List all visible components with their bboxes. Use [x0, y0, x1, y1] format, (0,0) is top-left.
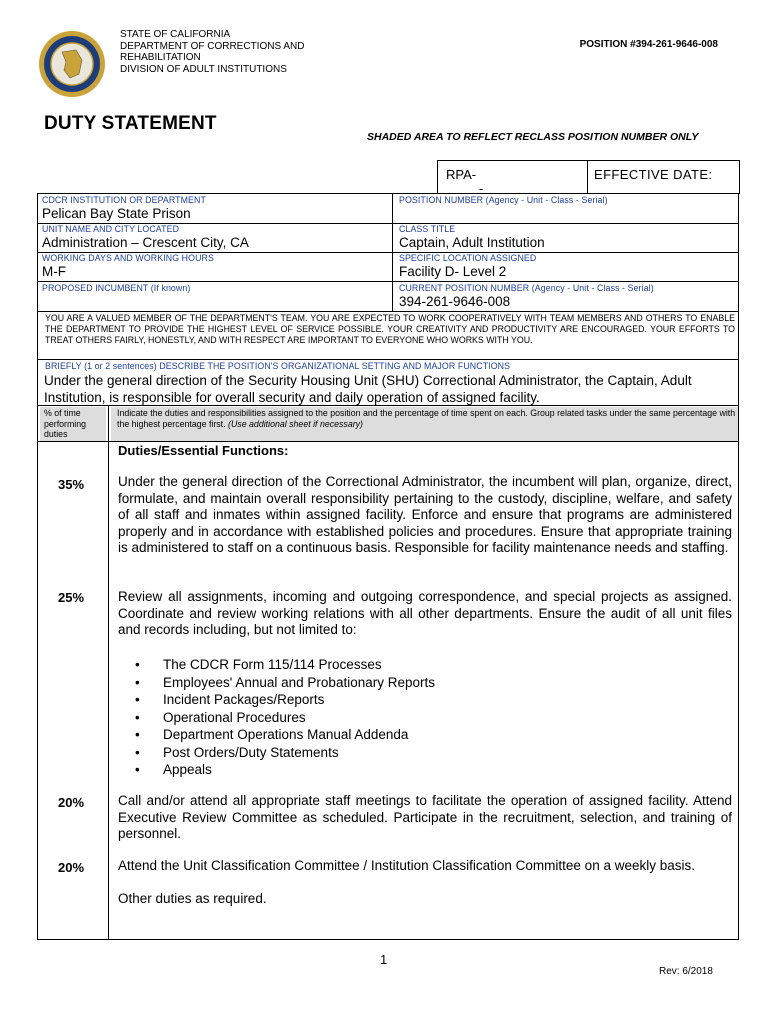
current-position-value: 394-261-9646-008	[399, 294, 511, 309]
class-title-label: CLASS TITLE	[399, 224, 456, 234]
class-title-value: Captain, Adult Institution	[399, 235, 545, 250]
duty-text: Under the general direction of the Correctional Administrator, the incumbent will plan, organize, direct, formulate, and maintain overall responsibility pertaining to the custody, discipline, welfare, and safety of all staff and inmates within assigned facility. Enforce and ensure that programs are administered properly and in accordance with established policies and procedures. Ensure that appropriate training is administered to staff on a continuous basis. Responsible for facility maintenance needs and staffing.	[118, 474, 732, 555]
duty-percent: 35%	[58, 477, 85, 492]
page-title: DUTY STATEMENT	[44, 113, 217, 134]
unit-value: Administration – Crescent City, CA	[42, 235, 249, 250]
shaded-area-note: SHADED AREA TO REFLECT RECLASS POSITION NUMBER ONLY	[367, 131, 699, 143]
institution-value: Pelican Bay State Prison	[42, 206, 191, 221]
list-item: • Operational Procedures	[135, 709, 435, 727]
cdcr-seal-logo	[38, 30, 106, 98]
page-number: 1	[380, 952, 388, 967]
intro-statement: YOU ARE A VALUED MEMBER OF THE DEPARTMENT'S TEAM. YOU ARE EXPECTED TO WORK COOPERATIVELY WITH TEAM MEMBERS AND OTHERS TO ENABLE THE DEPARTMENT TO PROVIDE THE HIGHEST LEVEL OF SERVICE POSSIBLE. YOUR CREATIVITY AND PRODUCTIVITY ARE ENCOURAGED. YOUR EFFORTS TO TREAT OTHERS FAIRLY, HONESTLY, AND WITH RESPECT ARE IMPORTANT TO EVERYONE WHO WORKS WITH YOU.	[45, 313, 735, 346]
position-number-label: POSITION NUMBER (Agency - Unit - Class - Serial)	[399, 195, 608, 205]
position-number-header: POSITION #394-261-9646-008	[579, 39, 718, 50]
list-item: • Incident Packages/Reports	[135, 691, 435, 709]
location-value: Facility D- Level 2	[399, 264, 507, 279]
location-label: SPECIFIC LOCATION ASSIGNED	[399, 253, 537, 263]
instructions-text: Indicate the duties and responsibilities assigned to the position and the percentage of time spent on each. Group related tasks under the same percentage with the highest percentage first.	[117, 408, 736, 429]
org-setting-text: Under the general direction of the Security Housing Unit (SHU) Correctional Administrator, the Captain, Adult Institution, is responsible for overall security and daily operation of assigned facility.	[44, 373, 692, 405]
revision-date: Rev: 6/2018	[659, 966, 713, 977]
list-item: • Department Operations Manual Addenda	[135, 726, 435, 744]
row-divider	[37, 359, 739, 360]
agency-block	[120, 29, 304, 75]
duty-text: Call and/or attend all appropriate staff meetings to facilitate the operation of assigned facility. Attend Executive Review Committee as scheduled. Participate in the recruitment, selection, and training of personnel.	[118, 793, 732, 841]
current-position-label: CURRENT POSITION NUMBER (Agency - Unit - Class - Serial)	[399, 283, 654, 293]
row-divider	[37, 441, 739, 442]
unit-label: UNIT NAME AND CITY LOCATED	[42, 224, 180, 234]
duty-percent: 20%	[58, 860, 85, 875]
agency-line: STATE OF CALIFORNIA	[120, 29, 231, 40]
other-duties-text: Other duties as required.	[118, 891, 267, 906]
agency-line: DEPARTMENT OF CORRECTIONS AND	[120, 40, 305, 52]
list-item: • Post Orders/Duty Statements	[135, 744, 435, 762]
row-divider	[37, 311, 739, 312]
incumbent-label: PROPOSED INCUMBENT (If known)	[42, 283, 191, 293]
duties-heading: Duties/Essential Functions:	[118, 443, 289, 458]
column-divider	[108, 405, 109, 940]
rpa-label: RPA-	[446, 167, 477, 182]
duty-percent: 20%	[58, 795, 85, 810]
effective-date-label: EFFECTIVE DATE:	[594, 167, 713, 182]
instructions-header	[111, 407, 738, 441]
rpa-dash: -	[479, 181, 484, 196]
list-item: • Employees' Annual and Probationary Reports	[135, 674, 435, 692]
divider	[587, 160, 588, 194]
agency-line: DIVISION OF ADULT INSTITUTIONS	[120, 63, 287, 75]
percent-column-header: % of time performing duties	[40, 407, 106, 441]
working-days-label: WORKING DAYS AND WORKING HOURS	[42, 253, 214, 263]
duty-text: Review all assignments, incoming and outgoing correspondence, and special projects as assigned. Coordinate and review working relations with all other departments. Ensure the audit of all unit files and records including, but not limited to:	[118, 589, 732, 637]
instructions-italic: (Use additional sheet if necessary)	[228, 419, 363, 429]
column-divider	[392, 193, 393, 311]
institution-label: CDCR INSTITUTION OR DEPARTMENT	[42, 195, 206, 205]
agency-line: REHABILITATION	[120, 52, 201, 63]
row-divider	[37, 281, 739, 282]
audit-list	[135, 656, 435, 779]
duty-percent: 25%	[58, 590, 85, 605]
org-setting-label: BRIEFLY (1 or 2 sentences) DESCRIBE THE POSITION'S ORGANIZATIONAL SETTING AND MAJOR FUNCTIONS	[45, 361, 511, 371]
working-days-value: M-F	[42, 264, 66, 279]
list-item: • Appeals	[135, 761, 435, 779]
duty-text: Attend the Unit Classification Committee / Institution Classification Committee on a weekly basis.	[118, 858, 695, 873]
list-item: • The CDCR Form 115/114 Processes	[135, 656, 435, 674]
